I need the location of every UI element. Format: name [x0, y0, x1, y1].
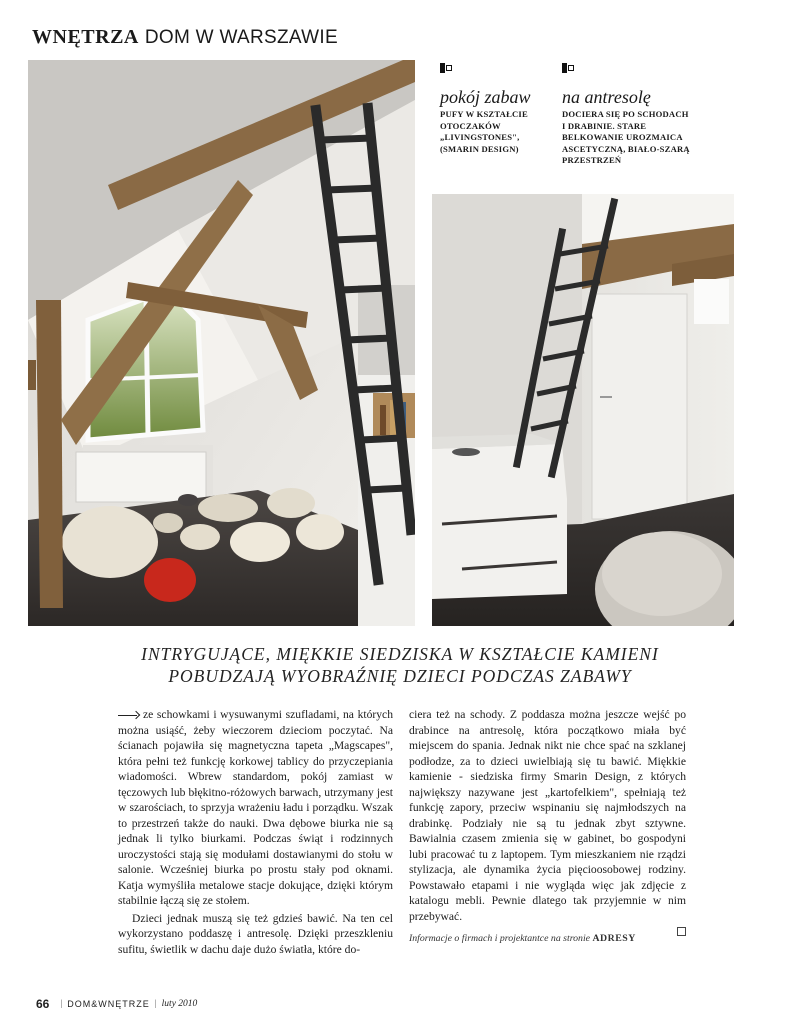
sources-note	[409, 933, 709, 944]
pull-quote-line-1: INTRYGUJĄCE, MIĘKKIE SIEDZISKA W KSZTAŁCIE KAMIENI	[141, 644, 659, 664]
caption-text: PUFY W KSZTAŁCIE OTOCZAKÓW „LIVINGSTONES", (SMARIN DESIGN)	[440, 109, 528, 154]
caption-marker-icon	[440, 62, 452, 74]
magazine-name: DOM&WNĘTRZE	[67, 999, 150, 1009]
paragraph	[118, 707, 393, 909]
section-title: WNĘTRZA	[32, 26, 139, 48]
pull-quote-line-2: POBUDZAJĄ WYOBRAŹNIĘ DZIECI PODCZAS ZABAWY	[168, 666, 632, 686]
paragraph-text: ze schowkami i wysuwanymi szufladami, na których można usiąść, żeby wieczorem dzieciom poczytać. Na ścianach pojawiła się magnetyczna tapeta „Magscapes", która pełni też funkcję korkowej tablicy do przyczepiania wiadomości. Wbrew standardom, pokój zamiast w tęczowych lub błękitno-różowych barwach, utrzymany jest w szarościach, to sprzyja wrażeniu ładu i porządku. Wszak to przestrzeń także do nauki. Dwa dębowe biurka nie są jednak li tylko biurkami. Podczas świąt i rodzinnych uroczystości stają się modułami dostawianymi do stołu w salonie. Wcześniej biurka po prostu stały pod oknami. Katja wymyśliła metalowe stacje dokujące, dzięki którym stabilnie łączą się ze stołem.	[118, 708, 393, 907]
continuation-arrow-icon	[118, 711, 140, 719]
caption-title: pokój zabaw	[440, 87, 531, 107]
pull-quote	[120, 643, 680, 687]
caption-marker-icon	[562, 62, 574, 74]
paragraph: Dzieci jednak muszą się też gdzieś bawić. Na ten cel wykorzystano poddaszę i antresolę. Dzięki przeszkleniu sufitu, świetlik w dachu daje dużo światła, które do-	[118, 911, 393, 956]
article-subtitle: DOM W WARSZAWIE	[144, 27, 338, 48]
caption-mezzanine	[562, 60, 692, 167]
article-column-left	[118, 707, 393, 957]
note-text: Informacje o firmach i projektantce na stronie	[409, 933, 591, 944]
caption-title: na antresolę	[562, 87, 651, 107]
page-header	[32, 26, 338, 49]
footer-divider: |	[60, 999, 63, 1009]
caption-playroom	[440, 60, 560, 155]
article-column-right	[409, 707, 686, 936]
caption-text: DOCIERA SIĘ PO SCHODACH I DRABINIE. STARE BELKOWANIE UROZMAICA ASCETYCZNĄ, BIAŁO-SZARĄ PRZESTRZEŃ	[562, 109, 690, 165]
paragraph	[409, 707, 686, 924]
playroom-photo	[28, 60, 415, 626]
note-link: ADRESY	[592, 933, 636, 944]
footer-divider: |	[154, 999, 157, 1009]
page-footer	[36, 997, 197, 1011]
paragraph-text: ciera też na schody. Z poddasza można jeszcze wejść po drabince na antresolę, która początkowo miała być miejscem do spania. Jednak nikt nie chce spać na szklanej podłodze, za to dzieci uwielbiają się tu bawić. Miękkie kamienie - siedziska firmy Smarin Design, z których największy nazywane jest „kartofelkiem", spełniają też funkcję zapory, przeciw wspinaniu się najmłodszych na drabinkę. Podziały nie są tu jednak zbyt sztywne. Bawialnia czasem zmienia się w gabinet, bo gospodyni lubi pracować tu z laptopem. Tym mieszkaniem nie rządzi stylizacja, ale dynamika życia pięcioosobowej rodziny. Powstawało etapami i nie wygląda więc jak zdjęcie z katalogu mebli. Pewnie dlatego tak przyjemnie w nim przebywać.	[409, 708, 686, 923]
page-number: 66	[36, 997, 50, 1011]
mezzanine-photo	[432, 194, 734, 626]
issue-date: luty 2010	[161, 999, 198, 1009]
